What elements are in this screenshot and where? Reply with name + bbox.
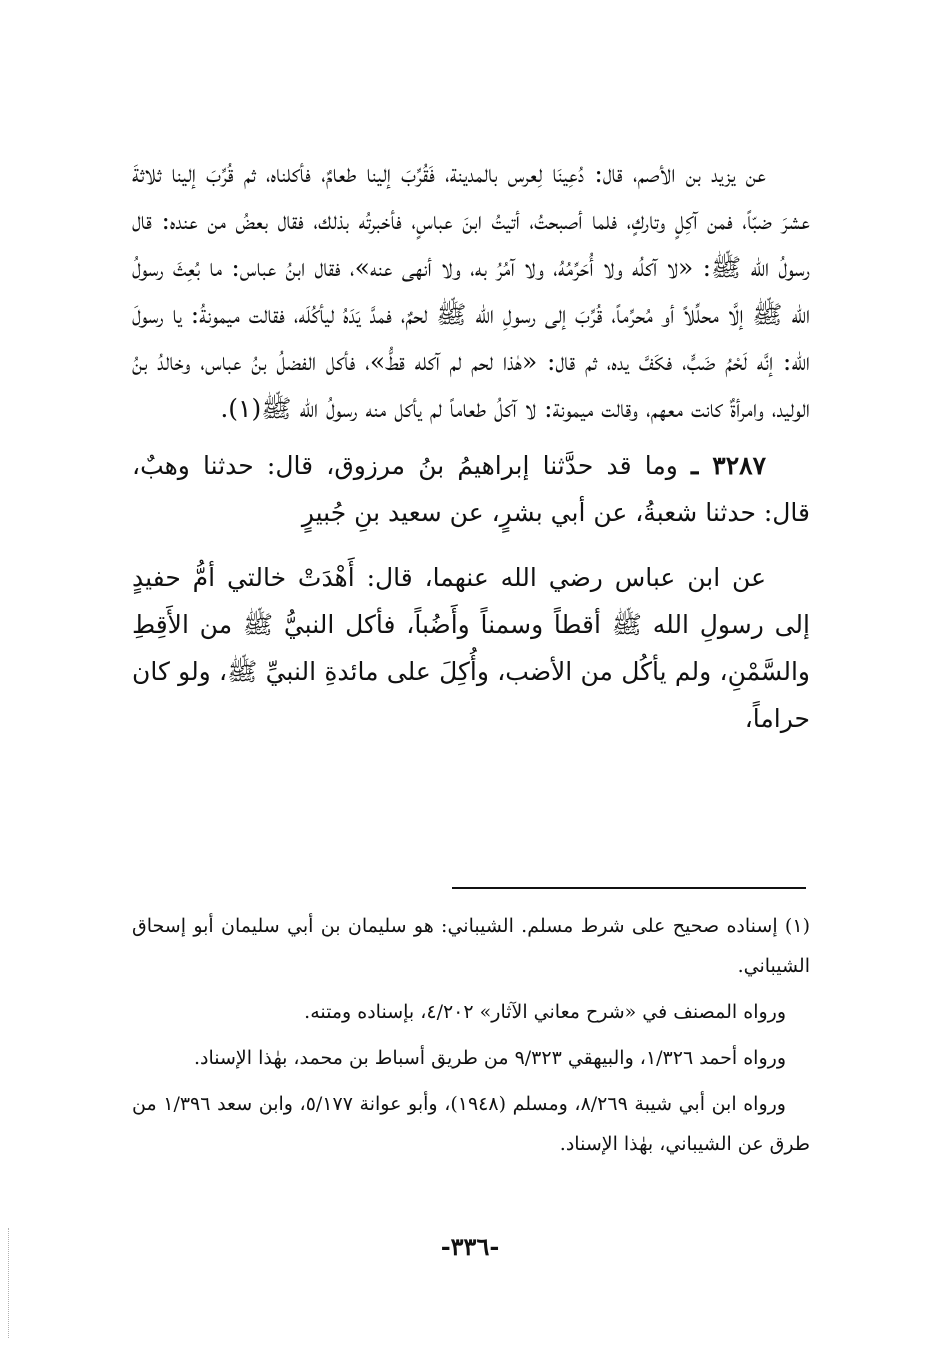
hadith-number: ٣٢٨٧ ـ [691,451,766,480]
main-text [132,150,810,760]
footnote-ibn-abi-shayba: ورواه ابن أبي شيبة ٨/٢٦٩، ومسلم (١٩٤٨)، وأبو عوانة ٥/١٧٧، وابن سعد ١/٣٩٦ من طرق عن الشيباني، بهٰذا الإسناد. [132,1093,810,1155]
hadith-isnad: وما قد حدَّثنا إبراهيمُ بنُ مرزوق، قال: حدثنا وهبٌ، قال: حدثنا شعبةُ، عن أبي بشرٍ، عن سعيد بنِ جُبيرٍ [132,451,810,527]
page-number: -٣٣٦- [440,1232,500,1261]
hadith-3287 [132,442,810,536]
footnote-ahmad: ورواه أحمد ١/٣٢٦، والبيهقي ٩/٣٢٣ من طريق أسباط بن محمد، بهٰذا الإسناد. [193,1047,786,1069]
footnote-divider [452,887,806,889]
paragraph-yazid-ibn-al-asamm: عن يزيد بن الأصم، قال: دُعِينَا لِعرس بالمدينة، فَقُرِّبَ إلينا طعامٌ، فأكلناه، ثم قُرِّبَ إلينا ثلاثةَ عشرَ ضبّاً، فمن آكِلٍ وتاركٍ، فلما أصبحتُ، أتيتُ ابنَ عباسٍ، فأخبرتُه بذلك، فقال بعضُ من عنده: قال رسولُ الله ﷺ: «لا آكلُه ولا أُحَرِّمُهُ، ولا آمُرُ به، ولا أنهى عنه»، فقال ابنُ عباس: ما بُعِثَ رسولُ الله ﷺ إلَّا محلِّلاً أو مُحرِّماً، قُرِّبَ إلى رسولِ الله ﷺ لحمٌ، فمدَّ يَدَهُ ليأكُلَه، فقالت ميمونةُ: يا رسولَ الله: إنَّه لَحْمُ ضَبٍّ، فكَفَّ يده، ثم قال: «هٰذا لحم لم آكله قطُّ»، فأكل الفضلُ بنُ عباس، وخالدُ بنُ الوليد، وامرأةٌ كانت معهم، وقالت ميمونة: لا آكلُ طعاماً لم يأكل منه رسولُ الله ﷺ(١). [132,159,810,423]
footnotes [132,906,810,1170]
scan-edge-marks [8,1228,11,1338]
footnote-1: (١) إسناده صحيح على شرط مسلم. الشيباني: هو سليمان بن أبي سليمان أبو إسحاق الشيباني. [132,915,810,977]
footnote-musannif: ورواه المصنف في «شرح معاني الآثار» ٤/٢٠٢، بإسناده ومتنه. [304,1001,786,1023]
paragraph-ibn-abbas: عن ابن عباس رضي الله عنهما، قال: أَهْدَتْ خالتي أمُّ حفيدٍ إلى رسولِ الله ﷺ أقطاً وسمناً وأَضُباً، فأكل النبيُّ ﷺ من الأَقِطِ والسَّمْنِ، ولم يأكُل من الأضب، وأُكِلَ على مائدةِ النبيِّ ﷺ، ولو كان حراماً، [132,563,810,733]
